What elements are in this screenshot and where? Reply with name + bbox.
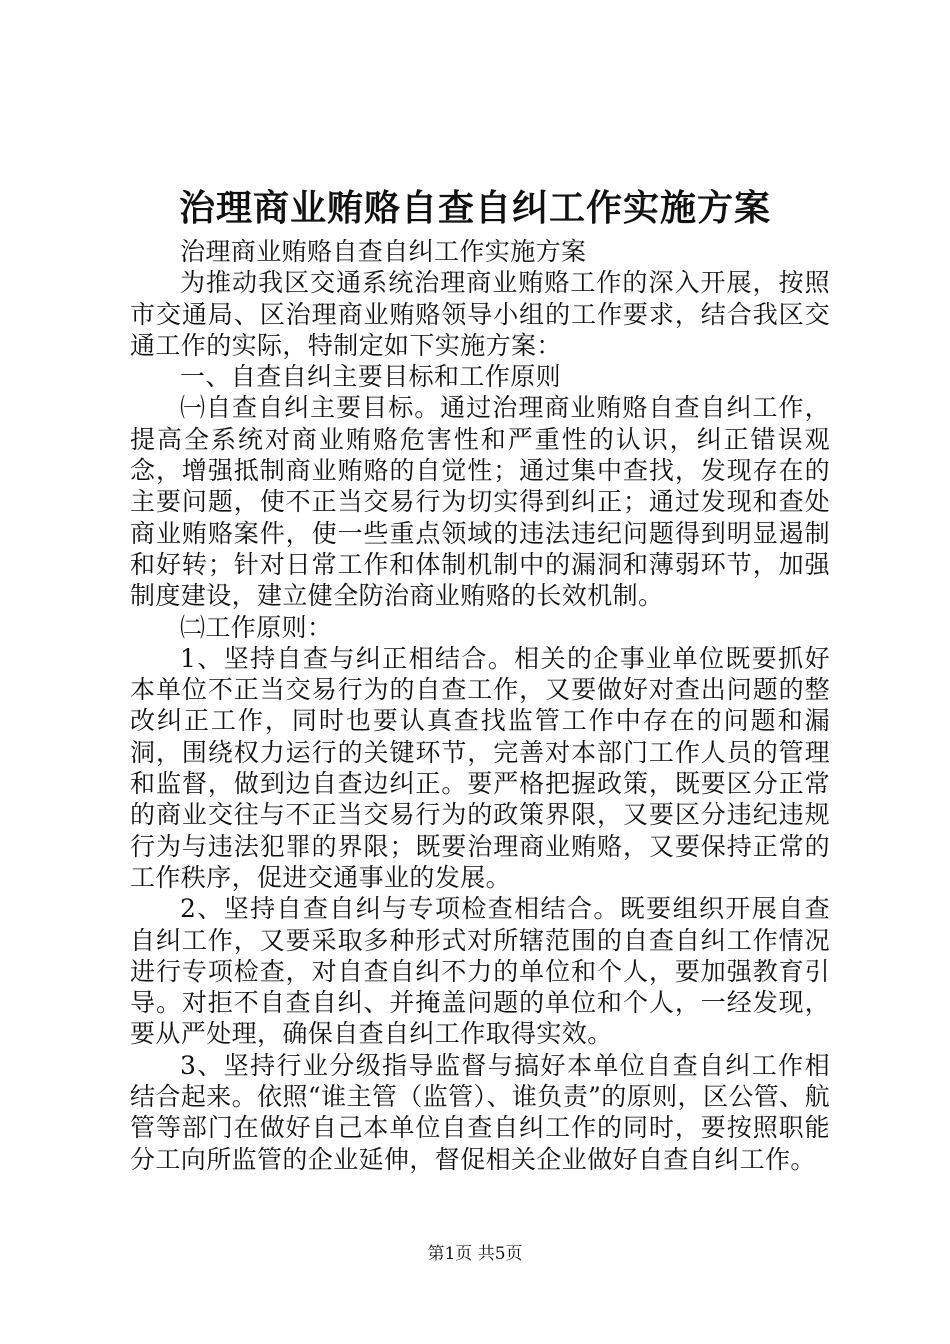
- page-number-footer: 第1页 共5页: [427, 1244, 523, 1264]
- section-heading-1: 一、自查自纠主要目标和工作原则: [180, 362, 562, 392]
- paragraph-principle-1: 1、坚持自查与纠正相结合。相关的企事业单位既要抓好本单位不正当交易行为的自查工作，又要做好对查出问题的整改纠正工作，同时也要认真查找监管工作中存在的问题和漏洞，围绕权力运行的关键环节，完善对本部门工作人员的管理和监督，做到边自查边纠正。要严格把握政策，既要区分正常的商业交往与不正当交易行为的政策界限，又要区分违纪违规行为与违法犯罪的界限；既要治理商业贿赂，又要保持正常的工作秩序，促进交通事业的发展。: [130, 643, 830, 892]
- subsection-heading-principles: ㈡工作原则：: [180, 612, 333, 642]
- paragraph-principle-2: 2、坚持自查自纠与专项检查相结合。既要组织开展自查自纠工作，又要采取多种形式对所辖范围的自查自纠工作情况进行专项检查，对自查自纠不力的单位和个人，要加强教育引导。对拒不自查自纠、并掩盖问题的单位和个人，一经发现，要从严处理，确保自查自纠工作取得实效。: [130, 894, 830, 1049]
- document-title: 治理商业贿赂自查自纠工作实施方案: [178, 187, 771, 229]
- document-body: [130, 236, 830, 1175]
- paragraph-principle-3: 3、坚持行业分级指导监督与搞好本单位自查自纠工作相结合起来。依照“谁主管（监管）、谁负责”的原则，区公管、航管等部门在做好自己本单位自查自纠工作的同时，要按照职能分工向所监管的企业延伸，督促相关企业做好自查自纠工作。: [130, 1050, 830, 1174]
- paragraph-goals: ㈠自查自纠主要目标。通过治理商业贿赂自查自纠工作，提高全系统对商业贿赂危害性和严重性的认识，纠正错误观念，增强抵制商业贿赂的自觉性；通过集中查找，发现存在的主要问题，使不正当交易行为切实得到纠正；通过发现和查处商业贿赂案件，使一些重点领域的违法违纪问题得到明显遏制和好转；针对日常工作和体制机制中的漏洞和薄弱环节，加强制度建设，建立健全防治商业贿赂的长效机制。: [130, 393, 830, 611]
- paragraph-subtitle: 治理商业贿赂自查自纠工作实施方案: [180, 237, 587, 266]
- paragraph-intro: 为推动我区交通系统治理商业贿赂工作的深入开展，按照市交通局、区治理商业贿赂领导小组的工作要求，结合我区交通工作的实际，特制定如下实施方案：: [130, 268, 830, 360]
